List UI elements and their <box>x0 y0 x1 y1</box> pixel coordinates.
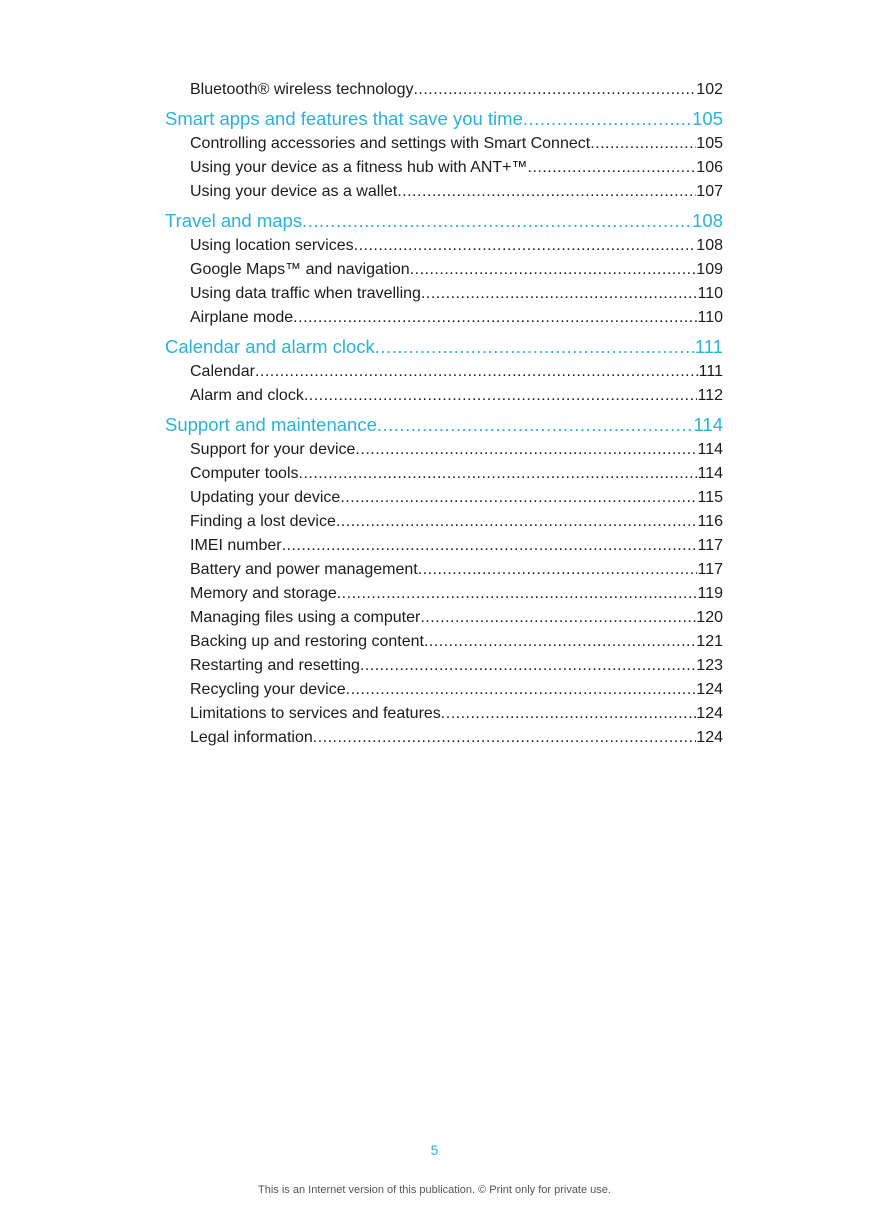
toc-entry-page: 119 <box>697 585 723 602</box>
toc-entry-title: Alarm and clock <box>190 387 304 404</box>
toc-entry-title: Finding a lost device <box>190 513 336 530</box>
toc-entry-title: Calendar <box>190 363 255 380</box>
toc-entry[interactable] <box>165 282 723 306</box>
dot-leader <box>293 306 697 330</box>
toc-entry[interactable] <box>165 702 723 726</box>
toc-entry-page: 116 <box>697 513 723 530</box>
toc-entry[interactable] <box>165 678 723 702</box>
dot-leader <box>397 180 696 204</box>
toc-entry[interactable] <box>165 132 723 156</box>
toc-entry-page: 102 <box>696 81 723 98</box>
dot-leader <box>336 510 698 534</box>
dot-leader <box>346 678 697 702</box>
toc-entry-page: 114 <box>693 414 723 435</box>
dot-leader <box>355 438 697 462</box>
table-of-contents <box>165 78 723 750</box>
toc-entry[interactable] <box>165 510 723 534</box>
toc-entry-page: 120 <box>696 609 723 626</box>
toc-entry-page: 124 <box>696 705 723 722</box>
toc-section-heading[interactable] <box>165 207 723 234</box>
toc-entry[interactable] <box>165 258 723 282</box>
dot-leader <box>413 78 696 102</box>
dot-leader <box>340 486 697 510</box>
dot-leader <box>441 702 697 726</box>
toc-entry-title: Smart apps and features that save you time <box>165 108 523 129</box>
dot-leader <box>354 234 697 258</box>
toc-entry-title: Managing files using a computer <box>190 609 421 626</box>
toc-entry-page: 117 <box>697 561 723 578</box>
toc-entry-title: Memory and storage <box>190 585 337 602</box>
toc-entry[interactable] <box>165 486 723 510</box>
toc-entry-page: 121 <box>696 633 723 650</box>
toc-entry-title: Using location services <box>190 237 354 254</box>
toc-entry-page: 111 <box>694 336 723 357</box>
dot-leader <box>375 333 695 360</box>
dot-leader <box>420 606 696 630</box>
toc-section-heading[interactable] <box>165 411 723 438</box>
toc-entry-title: Using your device as a wallet <box>190 183 398 200</box>
toc-entry-title: Support for your device <box>190 441 356 458</box>
footer-note: This is an Internet version of this publication. © Print only for private use. <box>258 1184 611 1196</box>
toc-entry[interactable] <box>165 78 723 102</box>
dot-leader <box>377 411 694 438</box>
toc-entry-page: 111 <box>698 363 723 380</box>
toc-entry[interactable] <box>165 582 723 606</box>
toc-entry-title: Using your device as a fitness hub with ANT+™ <box>190 159 528 176</box>
toc-entry-title: Battery and power management <box>190 561 418 578</box>
toc-entry[interactable] <box>165 234 723 258</box>
dot-leader <box>418 558 698 582</box>
toc-entry-title: Limitations to services and features <box>190 705 441 722</box>
toc-entry-page: 114 <box>697 441 723 458</box>
dot-leader <box>528 156 697 180</box>
toc-entry[interactable] <box>165 438 723 462</box>
toc-entry-title: IMEI number <box>190 537 282 554</box>
dot-leader <box>410 258 697 282</box>
toc-entry-page: 108 <box>692 210 723 231</box>
toc-entry[interactable] <box>165 462 723 486</box>
toc-entry-title: Travel and maps <box>165 210 303 231</box>
toc-entry-page: 110 <box>697 285 723 302</box>
toc-entry-title: Google Maps™ and navigation <box>190 261 410 278</box>
toc-entry-page: 105 <box>692 108 723 129</box>
toc-entry-page: 106 <box>696 159 723 176</box>
toc-entry-title: Airplane mode <box>190 309 294 326</box>
dot-leader <box>302 207 692 234</box>
toc-entry[interactable] <box>165 360 723 384</box>
toc-entry-title: Restarting and resetting <box>190 657 360 674</box>
toc-entry[interactable] <box>165 726 723 750</box>
toc-entry-page: 124 <box>696 681 723 698</box>
toc-entry-page: 107 <box>696 183 723 200</box>
dot-leader <box>421 282 698 306</box>
toc-entry-page: 108 <box>696 237 723 254</box>
toc-entry-title: Calendar and alarm clock <box>165 336 375 357</box>
dot-leader <box>590 132 696 156</box>
dot-leader <box>337 582 698 606</box>
toc-entry-page: 110 <box>697 309 723 326</box>
toc-entry-title: Backing up and restoring content <box>190 633 424 650</box>
dot-leader <box>304 384 698 408</box>
toc-entry-page: 123 <box>696 657 723 674</box>
dot-leader <box>360 654 696 678</box>
toc-entry-page: 112 <box>697 387 723 404</box>
toc-entry-page: 114 <box>697 465 723 482</box>
toc-entry-title: Support and maintenance <box>165 414 377 435</box>
toc-entry[interactable] <box>165 180 723 204</box>
toc-entry[interactable] <box>165 558 723 582</box>
dot-leader <box>523 105 692 132</box>
toc-section-heading[interactable] <box>165 333 723 360</box>
toc-entry[interactable] <box>165 630 723 654</box>
dot-leader <box>282 534 698 558</box>
page-number: 5 <box>430 1142 439 1158</box>
toc-entry-page: 105 <box>696 135 723 152</box>
toc-entry-title: Bluetooth® wireless technology <box>190 81 414 98</box>
dot-leader <box>299 462 698 486</box>
dot-leader <box>424 630 696 654</box>
toc-entry-page: 117 <box>697 537 723 554</box>
toc-entry-title: Updating your device <box>190 489 341 506</box>
toc-entry-page: 115 <box>697 489 723 506</box>
dot-leader <box>313 726 697 750</box>
toc-entry-page: 124 <box>696 729 723 746</box>
toc-entry-title: Computer tools <box>190 465 299 482</box>
toc-entry[interactable] <box>165 306 723 330</box>
toc-entry-title: Using data traffic when travelling <box>190 285 421 302</box>
toc-entry[interactable] <box>165 606 723 630</box>
toc-entry[interactable] <box>165 534 723 558</box>
toc-section-heading[interactable] <box>165 105 723 132</box>
toc-entry[interactable] <box>165 156 723 180</box>
toc-entry-title: Controlling accessories and settings with Smart Connect <box>190 135 591 152</box>
toc-entry-title: Recycling your device <box>190 681 346 698</box>
toc-entry[interactable] <box>165 654 723 678</box>
toc-entry-page: 109 <box>696 261 723 278</box>
dot-leader <box>255 360 699 384</box>
toc-entry[interactable] <box>165 384 723 408</box>
toc-entry-title: Legal information <box>190 729 313 746</box>
